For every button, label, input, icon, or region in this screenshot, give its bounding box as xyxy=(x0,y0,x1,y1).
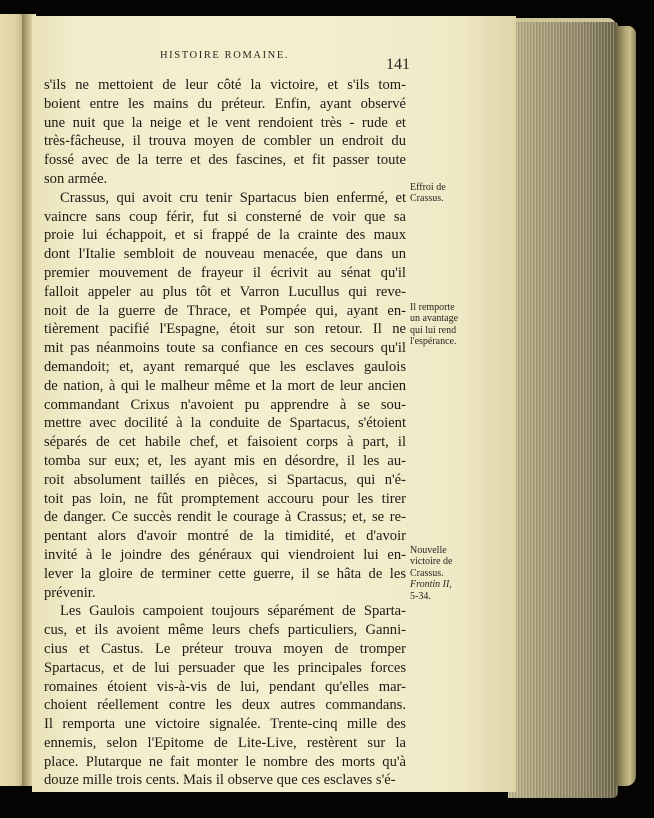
margin-note-line: l'espérance. xyxy=(410,336,457,348)
page-body-text xyxy=(44,76,406,790)
margin-note-line: 5-34. xyxy=(410,590,431,602)
margin-note-effroi xyxy=(410,182,468,205)
text-line: de danger. Ce succès rendit le courage à Crassus; et, se re- xyxy=(44,509,406,526)
book-cover-edge xyxy=(616,26,636,786)
text-line: tomba sur eux; et, les ayant mis en désordre, il les au- xyxy=(44,452,406,469)
page-number: 141 xyxy=(386,56,410,73)
text-line: commandant Crixus n'avoient pu apprendre à se sou- xyxy=(44,396,406,413)
text-line: lever la gloire de terminer cette guerre, il se hâta de les xyxy=(44,565,406,582)
text-line: séparés de cet habile chef, et faisoient corps à part, il xyxy=(44,434,406,451)
text-line: noit de la guerre de Thrace, et Pompée qui, ayant en- xyxy=(44,302,406,319)
text-line: Spartacus, et de lui persuader que les principales forces xyxy=(44,659,406,676)
text-line: prévenir. xyxy=(44,584,96,601)
text-line: vaincre sans coup férir, fut si consterné de voir que sa xyxy=(44,208,406,225)
page-block-edges xyxy=(508,22,618,798)
text-line: place. Plutarque ne fait monter le nombre des morts qu'à xyxy=(44,753,406,770)
text-line: invité à le joindre des généraux qui viendroient lui en- xyxy=(44,546,406,563)
text-line: tièrement pacifié l'Espagne, étoit sur son retour. Il ne xyxy=(44,321,406,338)
running-title: HISTOIRE ROMAINE. xyxy=(160,50,290,61)
text-line: romaines étoient vis-à-vis de lui, pendant qu'elles mar- xyxy=(44,678,406,695)
margin-note-line: Effroi de xyxy=(410,182,446,193)
text-line: proie lui échappoit, et si frappé de la crainte des maux xyxy=(44,227,406,244)
margin-note-remporte xyxy=(410,302,468,348)
text-line: mit pas néanmoins toute sa confiance en ces secours qu'il xyxy=(44,340,406,357)
text-line: douze mille trois cents. Mais il observe que ces esclaves s'é- xyxy=(44,772,396,789)
paragraph-p1 xyxy=(44,76,406,189)
text-line: toit pas loin, ne fût promptement accouru pour les tirer xyxy=(44,490,406,507)
margin-note-line: Il remporte xyxy=(410,302,455,313)
margin-note-victoire xyxy=(410,545,468,602)
text-line: roit absolument taillés en pièces, si Spartacus, qui n'é- xyxy=(44,471,406,488)
text-line: s'ils ne mettoient de leur côté la victoire, et s'ils tom- xyxy=(44,77,406,93)
margin-note-line: Crassus. xyxy=(410,193,444,205)
text-line: dont l'Italie sembloit de nouveau menacée, que dans un xyxy=(44,246,406,263)
text-line: très-fâcheuse, il trouva moyen de combler un endroit du xyxy=(44,133,406,150)
text-line: falloit appeler au plus tôt et Varron Lucullus qui reve- xyxy=(44,283,406,300)
paragraph-p3 xyxy=(44,602,406,790)
margin-note-line: Nouvelle xyxy=(410,545,447,556)
text-line: demandoit; et, ayant remarqué que les esclaves gaulois xyxy=(44,358,406,375)
margin-note-line: qui lui rend xyxy=(410,324,457,336)
text-line: fossé avec de la terre et des fascines, et fit passer toute xyxy=(44,152,406,169)
margin-note-line: un avantage xyxy=(410,313,459,325)
text-line: son armée. xyxy=(44,170,108,187)
text-line: cius et Castus. Le préteur trouva moyen de tromper xyxy=(44,640,406,657)
text-line: Crassus, qui avoit cru tenir Spartacus bien enfermé, et xyxy=(60,189,406,206)
text-line: choient réellement contre les deux autres commandans. xyxy=(44,697,406,714)
text-line: Les Gaulois campoient toujours séparément de Sparta- xyxy=(60,603,406,620)
margin-note-line: victoire de xyxy=(410,556,453,568)
text-line: ennemis, selon l'Epitome de Lite-Live, restèrent sur la xyxy=(44,734,406,751)
text-line: de nation, à qui le malheur même et la mort de leur ancien xyxy=(44,377,406,394)
paragraph-p2 xyxy=(44,189,406,603)
text-line: boient entre les mains du préteur. Enfin, ayant observé xyxy=(44,95,406,112)
text-line: une nuit que la neige et le vent rendoient très - rude et xyxy=(44,114,406,131)
text-line: cus, et ils avoient même leurs chefs particuliers, Ganni- xyxy=(44,622,406,639)
text-line: mettre avec docilité à la conduite de Spartacus, s'étoient xyxy=(44,415,406,432)
text-line: Il remporta une victoire signalée. Trente-cinq mille des xyxy=(44,716,406,733)
text-line: premier mouvement de frayeur il écrivit au sénat qu'il xyxy=(44,264,406,281)
margin-note-line: Frontin II, xyxy=(410,579,452,591)
text-line: pentant alors d'avoir montré de la timidité, et d'avoir xyxy=(44,528,406,545)
margin-note-line: Crassus. xyxy=(410,567,444,579)
